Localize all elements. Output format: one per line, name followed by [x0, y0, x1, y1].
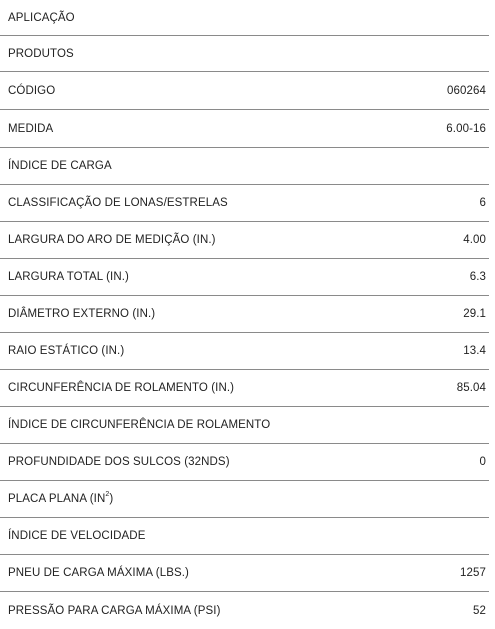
row-label: MEDIDA: [8, 122, 54, 135]
row-label: ÍNDICE DE CARGA: [8, 160, 112, 172]
row-value: 6: [479, 197, 486, 209]
table-row-pneu-carga-maxima: [0, 555, 489, 592]
row-value: 6.3: [469, 271, 486, 283]
row-label: ÍNDICE DE VELOCIDADE: [8, 530, 146, 542]
row-label-text: PLACA PLANA (IN: [8, 493, 106, 505]
table-row-profundidade-sulcos: [0, 444, 489, 481]
table-row-diametro-externo: [0, 296, 489, 333]
table-row-classificacao-lonas: [0, 185, 489, 222]
row-label: CÓDIGO: [8, 84, 56, 97]
row-label: PRODUTOS: [8, 47, 74, 60]
table-row-codigo: [0, 72, 489, 110]
row-value: 52: [473, 604, 486, 617]
row-value: 13.4: [463, 345, 486, 357]
table-row-indice-de-carga: [0, 148, 489, 185]
row-label: PRESSÃO PARA CARGA MÁXIMA (PSI): [8, 604, 221, 617]
table-row-raio-estatico: [0, 333, 489, 370]
table-row-indice-velocidade: [0, 518, 489, 555]
row-value: 060264: [447, 84, 486, 97]
row-label: CLASSIFICAÇÃO DE LONAS/ESTRELAS: [8, 197, 228, 209]
row-label: DIÂMETRO EXTERNO (IN.): [8, 308, 156, 320]
table-row-largura-total: [0, 259, 489, 296]
table-row-medida: [0, 110, 489, 148]
table-row-placa-plana: [0, 481, 489, 518]
table-row-aplicacao: [0, 0, 489, 36]
row-label: ÍNDICE DE CIRCUNFERÊNCIA DE ROLAMENTO: [8, 419, 271, 431]
row-label: PROFUNDIDADE DOS SULCOS (32NDS): [8, 456, 230, 468]
row-value: 1257: [460, 567, 486, 579]
row-value: 85.04: [456, 382, 486, 394]
row-value: 0: [479, 456, 486, 468]
table-row-largura-aro: [0, 222, 489, 259]
row-label: APLICAÇÃO: [8, 11, 75, 24]
row-value: 6.00-16: [446, 122, 486, 135]
table-row-produtos: [0, 36, 489, 72]
row-label: LARGURA TOTAL (IN.): [8, 271, 129, 283]
row-label: LARGURA DO ARO DE MEDIÇÃO (IN.): [8, 234, 216, 246]
row-value: 29.1: [463, 308, 486, 320]
table-row-circunferencia-rolamento: [0, 370, 489, 407]
row-label-suffix: ): [109, 493, 114, 505]
row-label: PNEU DE CARGA MÁXIMA (LBS.): [8, 567, 189, 579]
row-label: RAIO ESTÁTICO (IN.): [8, 345, 125, 357]
row-value: 4.00: [463, 234, 486, 246]
row-label-superscript: 2: [105, 491, 110, 499]
table-row-pressao-carga-maxima: [0, 592, 489, 629]
table-row-indice-circunferencia: [0, 407, 489, 444]
row-label: CIRCUNFERÊNCIA DE ROLAMENTO (IN.): [8, 382, 235, 394]
row-label: [8, 493, 113, 505]
